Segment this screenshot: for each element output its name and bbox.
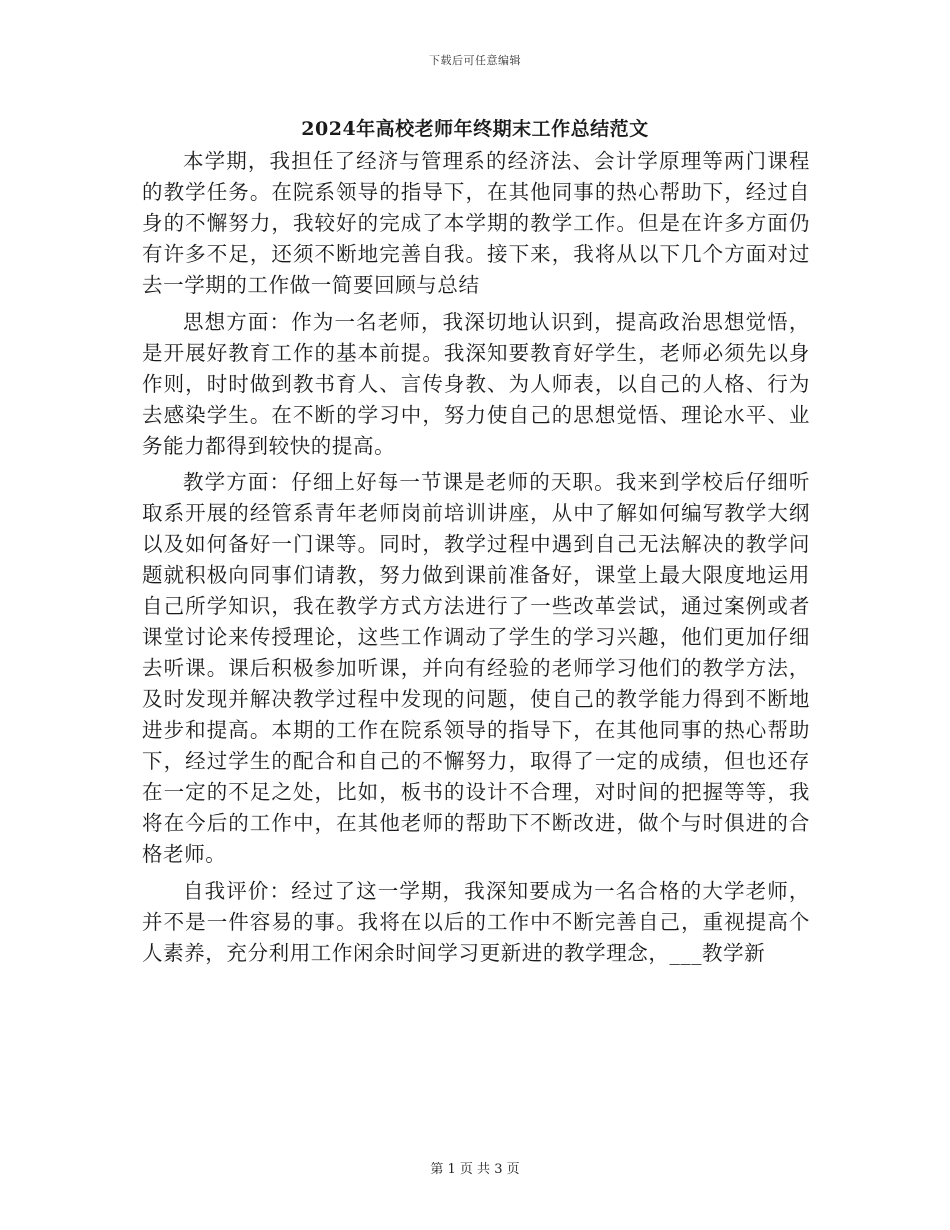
document-body xyxy=(142,146,810,969)
paragraph-intro: 本学期，我担任了经济与管理系的经济法、会计学原理等两门课程的教学任务。在院系领导的指导下，在其他同事的热心帮助下，经过自身的不懈努力，我较好的完成了本学期的教学工作。但是在许多方面仍有许多不足，还须不断地完善自我。接下来，我将从以下几个方面对过去一学期的工作做一简要回顾与总结 xyxy=(142,149,810,297)
page-footer: 第 1 页 共 3 页 xyxy=(430,1162,520,1177)
document-title: 2024年高校老师年终期末工作总结范文 xyxy=(301,118,649,140)
header-note: 下载后可任意编辑 xyxy=(429,54,521,67)
paragraph-self-evaluation: 自我评价：经过了这一学期，我深知要成为一名合格的大学老师，并不是一件容易的事。我将在以后的工作中不断完善自己，重视提高个人素养，充分利用工作闲余时间学习更新进的教学理念，___教学新 xyxy=(142,879,810,965)
paragraph-teaching: 教学方面：仔细上好每一节课是老师的天职。我来到学校后仔细听取系开展的经管系青年老师岗前培训讲座，从中了解如何编写教学大纲以及如何备好一门课等。同时，教学过程中遇到自己无法解决的教学问题就积极向同事们请教，努力做到课前准备好，课堂上最大限度地运用自己所学知识，我在教学方式方法进行了一些改革尝试，通过案例或者课堂讨论来传授理论，这些工作调动了学生的学习兴趣，他们更加仔细去听课。课后积极参加听课，并向有经验的老师学习他们的教学方法，及时发现并解决教学过程中发现的问题，使自己的教学能力得到不断地进步和提高。本期的工作在院系领导的指导下，在其他同事的热心帮助下，经过学生的配合和自己的不懈努力，取得了一定的成绩，但也还存在一定的不足之处，比如，板书的设计不合理，对时间的把握等等，我将在今后的工作中，在其他老师的帮助下不断改进，做个与时俱进的合格老师。 xyxy=(142,470,810,866)
paragraph-ideology: 思想方面：作为一名老师，我深切地认识到，提高政治思想觉悟，是开展好教育工作的基本前提。我深知要教育好学生，老师必须先以身作则，时时做到教书育人、言传身教、为人师表，以自己的人格、行为去感染学生。在不断的学习中，努力使自己的思想觉悟、理论水平、业务能力都得到较快的提高。 xyxy=(142,310,810,458)
